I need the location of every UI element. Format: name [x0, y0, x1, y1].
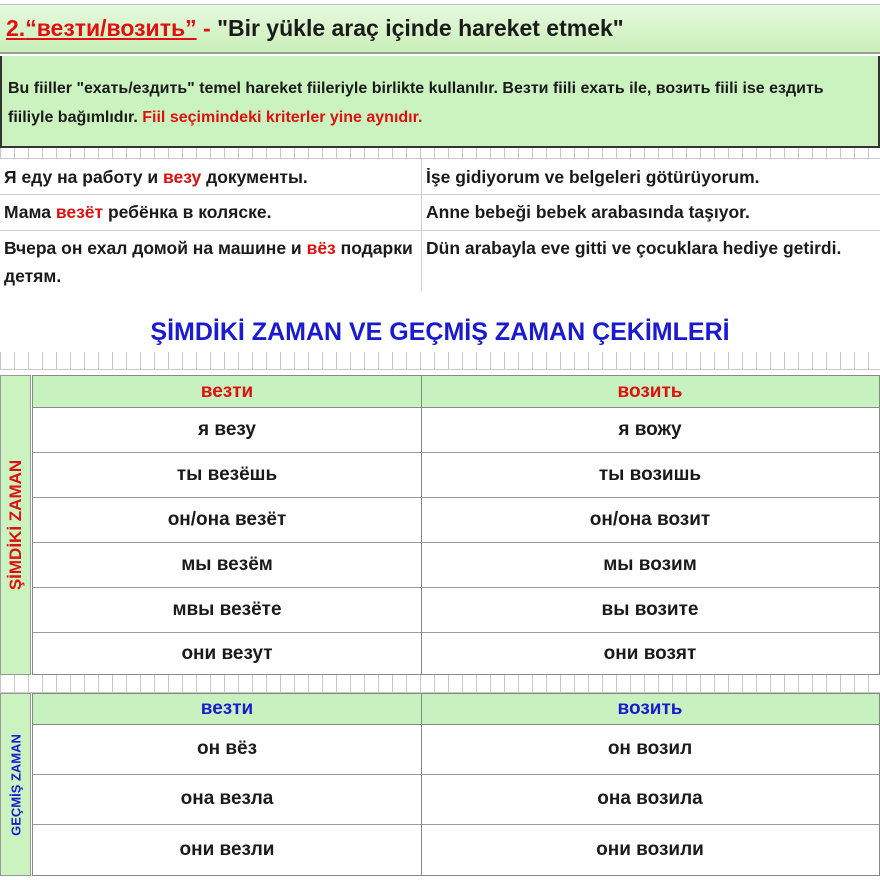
present-side-label-text: ŞİMDİKİ ZAMAN — [5, 459, 25, 591]
present-side-label — [0, 375, 31, 675]
table-cell: я везу — [33, 407, 422, 452]
table-row — [33, 824, 879, 875]
title-number: 2. — [6, 15, 26, 41]
past-side-label-text: GEÇMİŞ ZAMAN — [8, 733, 23, 836]
table-cell: они везут — [33, 632, 422, 675]
page-title — [6, 15, 624, 42]
example-turkish: İşe gidiyorum ve belgeleri götürüyorum. — [426, 167, 760, 187]
table-header — [33, 694, 879, 725]
table-row — [33, 587, 879, 633]
intro-text: Bu fiiller "ехать/ездить" temel hareket fiileriyle birlikte kullanılır. Везти fiili ехать ile, возить fiili ise ездить fiiliyle bağımlıdır. — [8, 80, 824, 126]
table-row — [33, 542, 879, 588]
header-vozit: возить — [617, 698, 683, 719]
title-bar — [0, 4, 880, 54]
header-vezti: везти — [33, 376, 422, 407]
table-cell: он возил — [607, 738, 693, 759]
header-vozit: возить — [617, 381, 683, 402]
example-verb: вёз — [306, 238, 336, 258]
example-russian: Вчера он ехал домой на машине и вёз подарки детям. — [0, 230, 422, 291]
present-tense-table — [32, 375, 880, 675]
intro-highlight: Fiil seçimindeki kriterler yine aynıdır. — [142, 109, 423, 126]
grid-divider — [0, 675, 880, 693]
example-verb: везу — [162, 167, 202, 187]
table-cell: они возят — [603, 643, 697, 664]
table-cell: я вожу — [618, 419, 682, 440]
example-russian: Я еду на работу и везу документы. — [0, 159, 422, 194]
table-cell: она везла — [33, 774, 422, 824]
table-cell: он/она везёт — [33, 497, 422, 542]
examples-table — [0, 159, 880, 291]
past-side-label — [0, 693, 31, 876]
example-row — [0, 194, 880, 231]
table-row — [33, 632, 879, 675]
example-russian: Мама везёт ребёнка в коляске. — [0, 194, 422, 230]
table-cell: вы возите — [601, 599, 699, 620]
table-cell: она возила — [597, 788, 703, 809]
past-tense-table — [32, 693, 880, 876]
intro-box — [0, 56, 880, 148]
title-verbs: “везти/возить” — [25, 15, 197, 41]
example-verb: везёт — [55, 202, 104, 222]
title-dash: - — [196, 15, 218, 41]
example-turkish: Anne bebeği bebek arabasında taşıyor. — [426, 202, 750, 222]
table-cell: мы везём — [33, 542, 422, 587]
grid-divider — [0, 352, 880, 370]
example-turkish: Dün arabayla eve gitti ve çocuklara hediye getirdi. — [426, 238, 842, 258]
table-cell: они возили — [596, 839, 704, 860]
example-row — [0, 230, 880, 291]
table-cell: он/она возит — [589, 509, 711, 530]
table-row — [33, 724, 879, 775]
table-cell: они везли — [33, 824, 422, 875]
table-row — [33, 774, 879, 825]
grid-divider — [0, 148, 880, 159]
table-cell: он вёз — [33, 724, 422, 774]
table-row — [33, 452, 879, 498]
table-cell: ты возишь — [598, 464, 702, 485]
table-cell: мвы везёте — [33, 587, 422, 632]
table-row — [33, 407, 879, 453]
section-heading: ŞİMDİKİ ZAMAN VE GEÇMİŞ ZAMAN ÇEKİMLERİ — [150, 318, 730, 346]
title-meaning: "Bir yükle araç içinde hareket etmek" — [217, 15, 624, 41]
table-cell: ты везёшь — [33, 452, 422, 497]
table-header — [33, 376, 879, 408]
example-row — [0, 159, 880, 195]
table-row — [33, 497, 879, 543]
header-vezti: везти — [33, 694, 422, 724]
table-cell: мы возим — [603, 554, 697, 575]
